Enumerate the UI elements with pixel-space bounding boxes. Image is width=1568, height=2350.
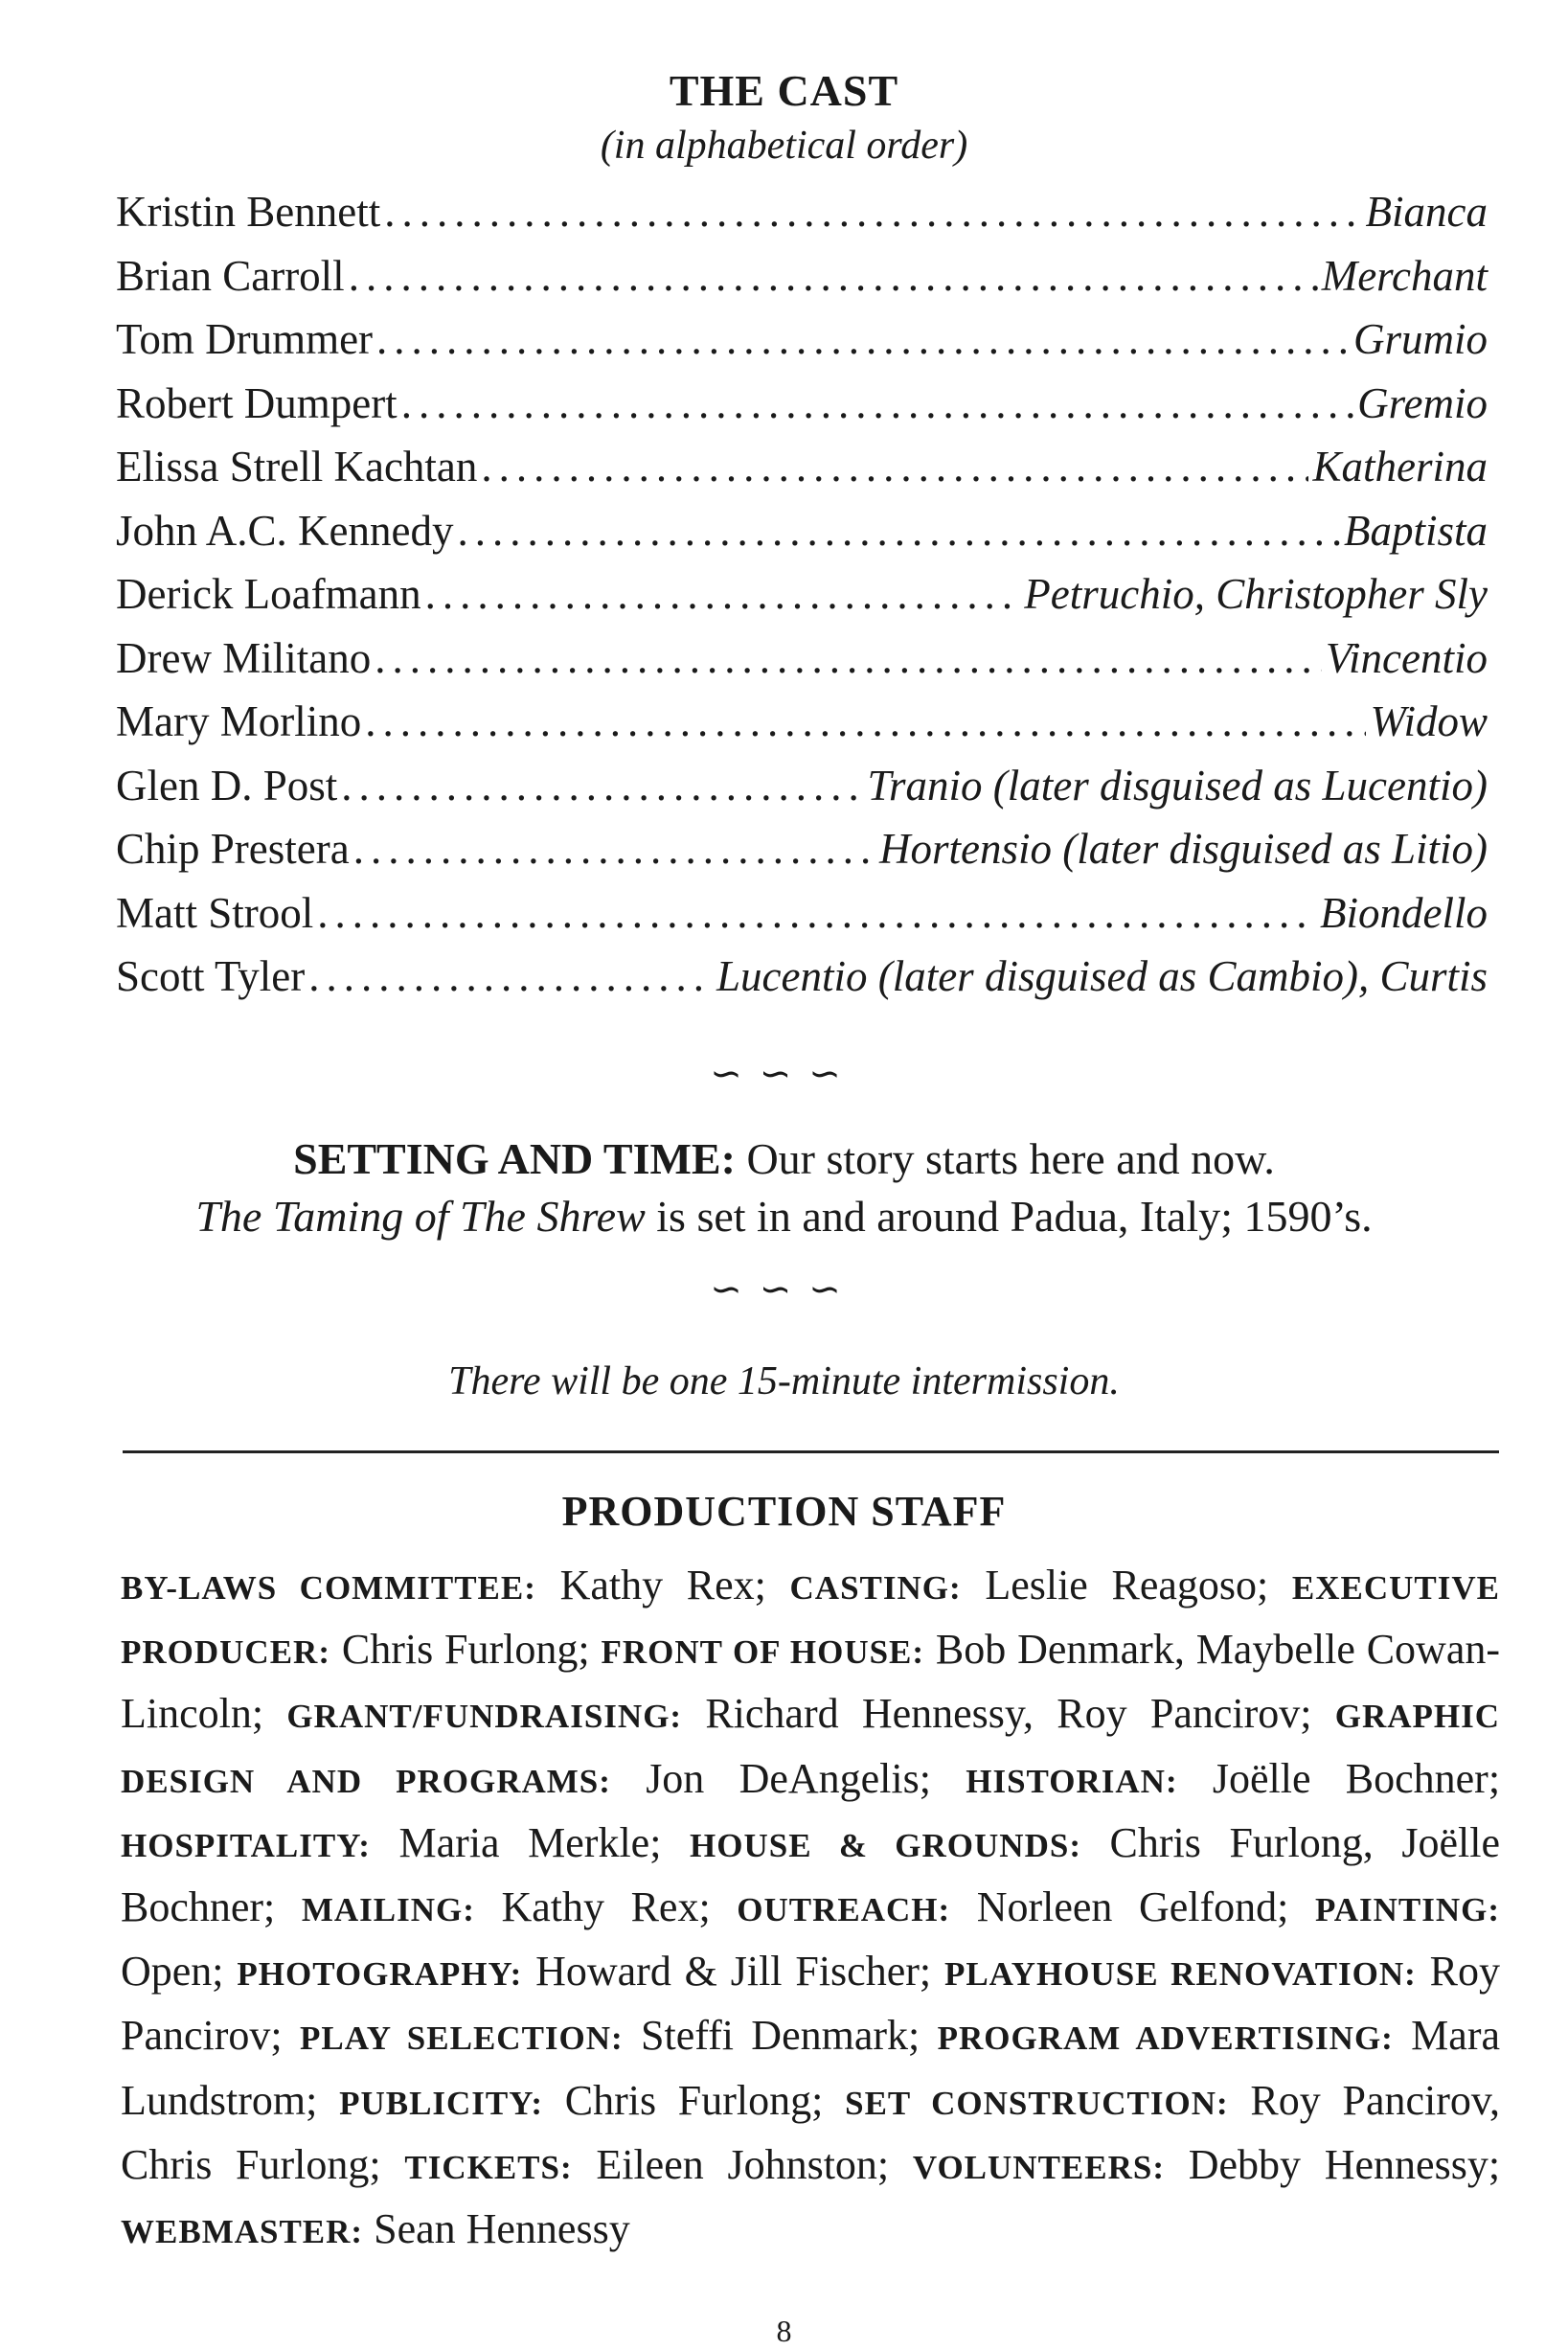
staff-entry [913, 2141, 1500, 2188]
staff-title: PRODUCTION STAFF [561, 1488, 1007, 1535]
staff-role: PUBLICITY: [339, 2084, 543, 2122]
cast-row [116, 435, 1488, 499]
cast-role: Katherina [1312, 443, 1488, 491]
dot-leader [425, 562, 1021, 626]
cast-row [116, 244, 1488, 308]
staff-names: Open; [121, 1948, 224, 1996]
cast-row [116, 562, 1488, 627]
staff-names: Norleen Gelfond; [976, 1883, 1289, 1931]
dot-leader [401, 372, 1353, 435]
cast-role: Widow [1370, 697, 1488, 745]
cast-actor: Brian Carroll [116, 251, 345, 300]
cast-role: Grumio [1352, 315, 1488, 363]
staff-names: Joëlle Bochner; [1212, 1754, 1501, 1802]
setting-location-line [0, 1191, 1568, 1242]
cast-actor: Kristin Bennett [116, 188, 381, 236]
staff-names: Kathy Rex; [501, 1883, 711, 1931]
staff-entry [300, 2012, 920, 2059]
staff-role: HISTORIAN: [966, 1762, 1178, 1800]
staff-entry [790, 1562, 1269, 1608]
dot-leader [353, 817, 875, 880]
staff-role: PLAYHOUSE RENOVATION: [943, 1955, 1417, 1994]
cast-role: Baptista [1343, 506, 1488, 555]
cast-role: Hortensio (later disguised as Litio) [878, 825, 1488, 873]
cast-list [116, 180, 1488, 1009]
staff-role: WEBMASTER: [121, 2213, 364, 2251]
cast-subtitle: (in alphabetical order) [600, 124, 968, 168]
staff-role: PHOTOGRAPHY: [237, 1955, 523, 1994]
staff-entry [339, 2077, 823, 2124]
staff-names: Steffi Denmark; [641, 2012, 920, 2060]
staff-role: HOUSE & GROUNDS: [690, 1826, 1081, 1864]
ornament-divider-icon: ∽∽∽ [710, 1052, 858, 1096]
cast-role: Biondello [1320, 888, 1488, 937]
cast-actor: Chip Prestera [116, 825, 350, 873]
dot-leader [458, 499, 1340, 562]
cast-row [116, 308, 1488, 372]
cast-actor: John A.C. Kennedy [116, 506, 454, 555]
staff-role: OUTREACH: [737, 1891, 951, 1929]
dot-leader [481, 435, 1308, 498]
cast-row [116, 754, 1488, 818]
staff-names: Roy Pancirov; [121, 1948, 1501, 2060]
staff-names: Kathy Rex; [559, 1562, 766, 1608]
staff-role: PLAY SELECTION: [299, 2019, 624, 2058]
staff-names: Leslie Reagoso; [985, 1562, 1269, 1608]
dot-leader [308, 945, 713, 1008]
dot-leader [317, 881, 1316, 945]
staff-role: HOSPITALITY: [121, 1826, 371, 1864]
staff-role: EXECUTIVE PRODUCER: [121, 1569, 1500, 1672]
staff-role: SET CONSTRUCTION: [845, 2084, 1229, 2122]
staff-role: GRANT/FUNDRAISING: [286, 1698, 683, 1736]
staff-entry [121, 2205, 630, 2252]
dot-leader [376, 308, 1350, 371]
cast-role: Merchant [1321, 251, 1488, 300]
cast-role: Vincentio [1325, 633, 1488, 682]
staff-names: Sean Hennessy [374, 2205, 630, 2253]
cast-actor: Derick Loafmann [116, 570, 421, 618]
cast-row [116, 627, 1488, 691]
dot-leader [349, 244, 1318, 308]
staff-entry [966, 1755, 1500, 1802]
cast-role: Bianca [1365, 188, 1488, 236]
staff-names: Bob Denmark, Maybelle Cowan-Lincoln; [121, 1626, 1501, 1738]
staff-entry [737, 1883, 1288, 1930]
staff-names: Richard Hennessy, Roy Pancirov; [705, 1690, 1312, 1738]
dot-leader [384, 180, 1361, 243]
cast-row [116, 180, 1488, 244]
staff-role: VOLUNTEERS: [912, 2148, 1166, 2186]
staff-role: PROGRAM ADVERTISING: [937, 2019, 1394, 2058]
staff-entry [404, 2141, 889, 2188]
cast-title: THE CAST [669, 66, 899, 115]
staff-names: Mara Lundstrom; [121, 2012, 1501, 2124]
cast-row [116, 690, 1488, 754]
section-divider [123, 1450, 1499, 1453]
cast-row [116, 881, 1488, 946]
cast-row [116, 945, 1488, 1009]
staff-role: CASTING: [789, 1569, 962, 1607]
cast-actor: Mary Morlino [116, 697, 362, 745]
ornament-divider-icon: ∽∽∽ [710, 1267, 858, 1312]
cast-role: Gremio [1357, 378, 1488, 427]
staff-role: FRONT OF HOUSE: [601, 1633, 925, 1672]
staff-entry [302, 1883, 711, 1930]
play-title: The Taming of The Shrew [195, 1192, 646, 1241]
setting-line [0, 1133, 1568, 1184]
staff-names: Jon DeAngelis; [646, 1754, 931, 1802]
cast-role: Tranio (later disguised as Lucentio) [867, 761, 1488, 810]
cast-role: Lucentio (later disguised as Cambio), Curtis [716, 952, 1488, 1000]
staff-role: MAILING: [301, 1891, 475, 1929]
dot-leader [375, 627, 1322, 690]
staff-entry [286, 1690, 1311, 1737]
staff-names: Roy Pancirov, Chris Furlong; [121, 2076, 1501, 2188]
staff-names: Debby Hennessy; [1188, 2140, 1501, 2188]
staff-role: TICKETS: [404, 2148, 573, 2186]
dot-leader [365, 690, 1366, 753]
page-number: 8 [776, 2314, 792, 2348]
staff-entry [121, 1819, 661, 1866]
staff-entry [237, 1948, 931, 1995]
staff-list [121, 1555, 1500, 2263]
staff-names: Howard & Jill Fischer; [535, 1948, 932, 1996]
dot-leader [341, 754, 863, 817]
setting-text: Our story starts here and now. [746, 1134, 1275, 1183]
cast-row [116, 372, 1488, 436]
staff-names: Chris Furlong; [564, 2076, 824, 2124]
staff-role: BY-LAWS COMMITTEE: [121, 1569, 536, 1607]
staff-entry [121, 1562, 766, 1608]
cast-role: Petruchio, Christopher Sly [1024, 570, 1488, 618]
cast-row [116, 817, 1488, 881]
cast-actor: Glen D. Post [116, 761, 338, 810]
cast-actor: Robert Dumpert [116, 378, 398, 427]
cast-actor: Matt Strool [116, 888, 314, 937]
setting-location: is set in and around Padua, Italy; 1590’s. [656, 1192, 1373, 1241]
staff-names: Maria Merkle; [398, 1818, 662, 1866]
setting-label: SETTING AND TIME: [293, 1134, 736, 1183]
cast-actor: Elissa Strell Kachtan [116, 443, 478, 491]
cast-actor: Drew Militano [116, 633, 372, 682]
cast-row [116, 499, 1488, 563]
intermission-note: There will be one 15-minute intermission. [448, 1359, 1120, 1403]
staff-names: Eileen Johnston; [596, 2140, 890, 2188]
staff-names: Chris Furlong; [341, 1626, 590, 1674]
staff-role: GRAPHIC DESIGN AND PROGRAMS: [121, 1698, 1501, 1800]
cast-actor: Scott Tyler [116, 952, 306, 1000]
staff-role: PAINTING: [1314, 1891, 1501, 1929]
cast-actor: Tom Drummer [116, 315, 374, 363]
staff-names: Chris Furlong, Joëlle Bochner; [121, 1818, 1500, 1931]
